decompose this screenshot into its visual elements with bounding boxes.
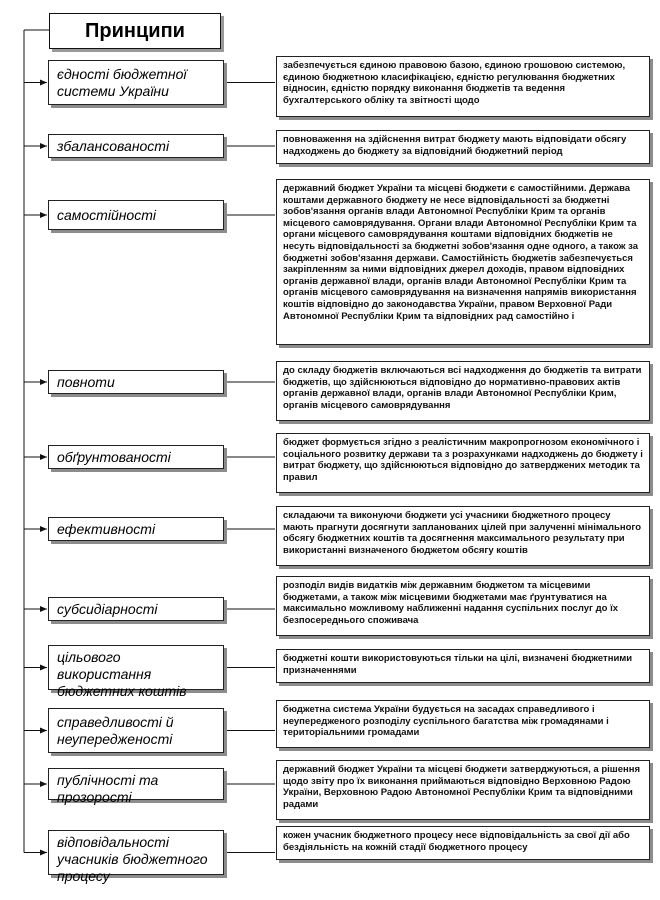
principle-box (48, 830, 224, 884)
principle-label: цільового використання бюджетних коштів (57, 649, 187, 699)
description-text: бюджет формується згідно з реалістичним макропрогнозом економічного і соціального розвитку держави та з розрахунками надходжень до бюджету і витрат бюджету, що здійснюються відповідно до затверджених методик та правил (283, 437, 643, 483)
description-box (276, 576, 650, 636)
description-text: бюджетна система України будується на засадах справедливого і неупередженого розподілу суспільного багатства між громадянами і територіальними громадами (283, 704, 609, 739)
title-text: Принципи (85, 19, 185, 42)
principle-label: єдності бюджетної системи України (57, 65, 187, 99)
title-box (49, 13, 221, 49)
principle-label: субсидіарності (57, 600, 158, 617)
description-box (276, 56, 650, 117)
principle-label: збалансованості (57, 137, 170, 154)
description-text: кожен учасник бюджетного процесу несе відповідальність за свої дії або бездіяльність на кожній стадії бюджетного процесу (283, 830, 630, 853)
principle-label: публічності та прозорості (57, 772, 159, 805)
description-text: бюджетні кошти використовуються тільки на цілі, визначені бюджетними призначеннями (283, 653, 633, 676)
principle-box (48, 645, 224, 699)
principle-box (48, 370, 224, 394)
principle-label: обґрунтованості (57, 448, 171, 465)
principle-label: повноти (57, 373, 115, 390)
description-box (276, 361, 650, 421)
principle-label: ефективності (57, 520, 156, 537)
description-box (276, 649, 650, 683)
description-box (276, 130, 650, 164)
principle-label: справедливості й неупередженості (57, 713, 174, 747)
principle-box (48, 60, 224, 105)
principle-box (48, 517, 224, 541)
description-text: повноваження на здійснення витрат бюджету мають відповідати обсягу надходжень до бюджету за відповідний бюджетний період (283, 134, 627, 157)
description-box (276, 826, 650, 860)
description-text: забезпечується єдиною правовою базою, єдиною грошовою системою, єдиною бюджетною класифікацією, єдністю регулювання бюджетних відносин, єдністю порядку виконання бюджетів та ведення бухгалтерського обліку та звітності щодо (283, 60, 626, 106)
principle-box (48, 445, 224, 469)
description-text: складаючи та виконуючи бюджети усі учасники бюджетного процесу мають прагнути досягнути запланованих цілей при залученні мінімального обсягу бюджетних коштів та досягнення максимального результату при використанні визначеного бюджетом обсягу коштів (283, 510, 642, 556)
description-text: державний бюджет України та місцеві бюджети є самостійними. Держава коштами державного бюджету не несе відповідальності за бюджетні зобов'язання органів влади Автономної Республіки Крим та органів місцевого самоврядування. Органи влади Автономної Республіки Крим та органи місцевого самоврядування коштами відповідних бюджетів не несуть відповідальності за бюджетні зобов'язання одне одного, а також за бюджетні зобов'язання держави. Самостійність бюджетів забезпечується закріпленням за ними відповідних джерел доходів, правом відповідних органів державної влади, органів влади Автономної Республіки Крим та органів місцевого самоврядування на визначення напрямів використання коштів відповідно до законодавства України, правом Верховної Ради Автономної Республіки Крим та відповідних рад самостійно і (283, 183, 638, 322)
description-box (276, 433, 650, 493)
principle-box (48, 134, 224, 158)
principle-box (48, 597, 224, 621)
principle-box (48, 768, 224, 805)
description-box (276, 760, 650, 820)
principle-box (48, 708, 224, 753)
description-box (276, 506, 650, 566)
description-box (276, 700, 650, 748)
description-box (276, 179, 650, 345)
description-text: розподіл видів видатків між державним бюджетом та місцевими бюджетами, а також між місцевими бюджетами має ґрунтуватися на максимально можливому наближенні надання суспільних послуг до їх безпосереднього споживача (283, 580, 619, 626)
principle-box (48, 200, 224, 230)
description-text: державний бюджет України та місцеві бюджети затверджуються, а рішення щодо звіту про їх виконання приймаються відповідно Верховною Радою України, Верховною Радою Автономної Республіки Крим та відповідними радами (283, 764, 641, 810)
description-text: до складу бюджетів включаються всі надходження до бюджетів та витрати бюджетів, що здійснюються відповідно до нормативно-правових актів органів державної влади, органів влади Автономної Республіки Крим, органів місцевого самоврядування (283, 365, 642, 411)
principle-label: самостійності (57, 206, 156, 223)
principle-label: відповідальності учасників бюджетного процесу (57, 834, 208, 884)
